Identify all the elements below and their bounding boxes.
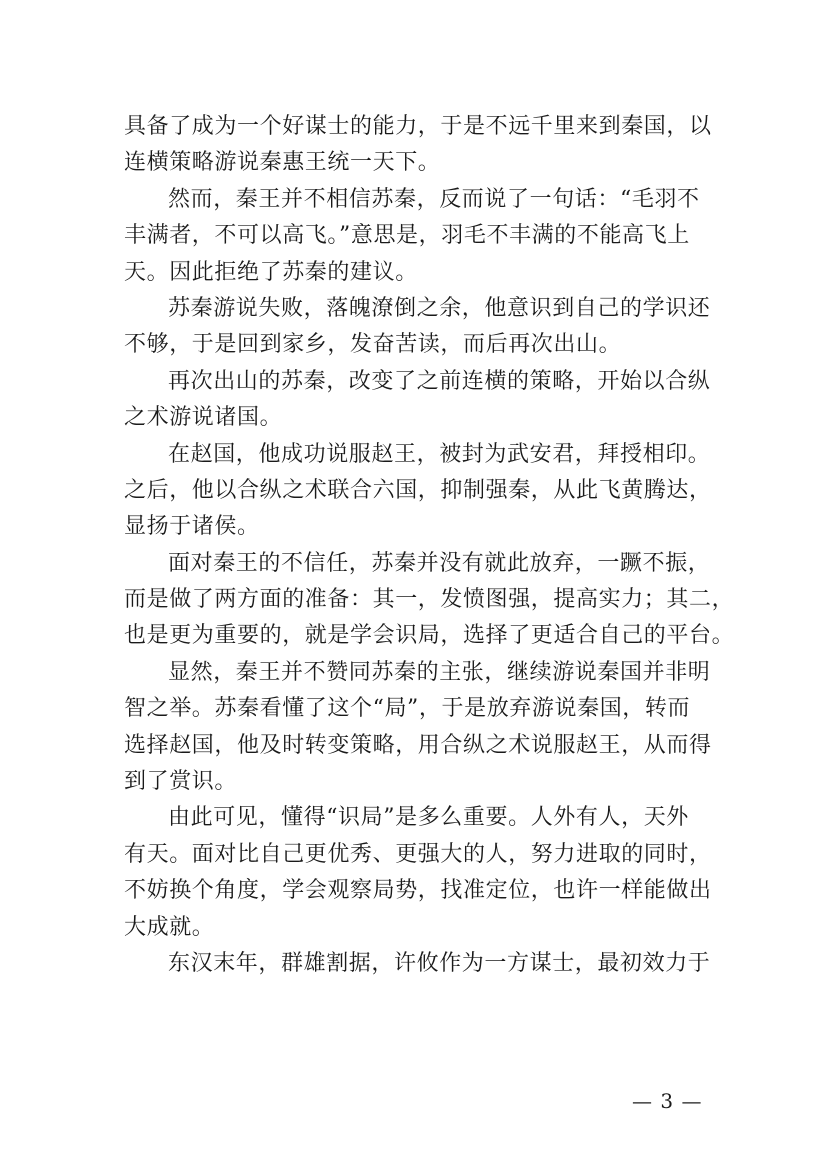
page-number: — 3 —: [632, 1089, 703, 1113]
paragraph-5: [124, 437, 714, 546]
text-line: 有天。面对比自己更优秀、更强大的人，努力进取的同时，: [124, 841, 712, 867]
text-line: 再次出山的苏秦，改变了之前连横的策略，开始以合纵: [168, 368, 711, 394]
text-line: 选择赵国，他及时转变策略，用合纵之术说服赵王，从而得: [124, 732, 712, 758]
text-line: 大成就。: [124, 914, 215, 940]
text-line: 之后，他以合纵之术联合六国，抑制强秦，从此飞黄腾达，: [124, 477, 712, 503]
paragraph-2: [124, 182, 714, 291]
text-line: 丰满者，不可以高飞。”意思是，羽毛不丰满的不能高飞上: [124, 223, 690, 249]
paragraph-1: [124, 109, 714, 182]
text-line: 在赵国，他成功说服赵王，被封为武安君，拜授相印。: [168, 441, 711, 467]
paragraph-4: [124, 364, 714, 437]
body-text: [124, 109, 735, 982]
text-line: 不够，于是回到家乡，发奋苦读，而后再次出山。: [124, 332, 622, 358]
text-line: 之术游说诸国。: [124, 405, 283, 431]
text-line: 东汉末年，群雄割据，许攸作为一方谋士，最初效力于: [168, 950, 711, 976]
paragraph-6: [124, 546, 735, 655]
text-line: 具备了成为一个好谋士的能力，于是不远千里来到秦国，以: [124, 114, 712, 139]
paragraph-7: [124, 655, 714, 801]
text-line: 智之举。苏秦看懂了这个“局”，于是放弃游说秦国，转而: [124, 696, 691, 722]
text-line: 然而，秦王并不相信苏秦，反而说了一句话：“毛羽不: [168, 186, 700, 212]
text-line: 天。因此拒绝了苏秦的建议。: [124, 259, 418, 285]
text-line: 显扬于诸侯。: [124, 514, 260, 540]
text-line: 到了赏识。: [124, 769, 238, 795]
text-line: 由此可见，懂得“识局”是多么重要。人外有人，天外: [168, 805, 689, 831]
paragraph-9: [124, 946, 714, 982]
text-line: 苏秦游说失败，落魄潦倒之余，他意识到自己的学识还: [168, 295, 711, 321]
text-line: 面对秦王的不信任，苏秦并没有就此放弃，一蹶不振，: [168, 550, 711, 576]
text-line: 连横策略游说秦惠王统一天下。: [124, 150, 441, 176]
text-line: 不妨换个角度，学会观察局势，找准定位，也许一样能做出: [124, 878, 712, 904]
text-line: 显然，秦王并不赞同苏秦的主张，继续游说秦国并非明: [168, 659, 711, 685]
text-line: 也是更为重要的，就是学会识局，选择了更适合自己的平台。: [124, 623, 735, 649]
paragraph-8: [124, 800, 714, 946]
text-line: 而是做了两方面的准备：其一，发愤图强，提高实力；其二，: [124, 587, 735, 613]
paragraph-3: [124, 291, 714, 364]
